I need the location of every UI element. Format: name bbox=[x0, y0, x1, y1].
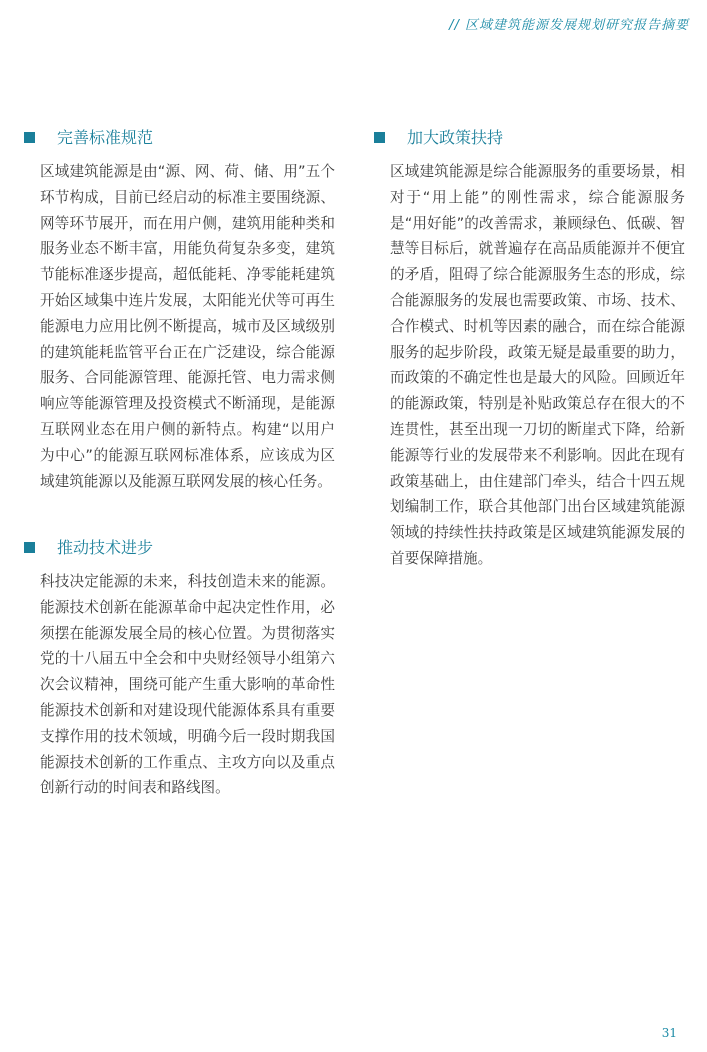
square-bullet-icon bbox=[24, 542, 35, 553]
section-policy bbox=[390, 127, 685, 572]
section-heading bbox=[390, 127, 685, 149]
section-technology bbox=[40, 537, 335, 801]
running-header: // 区域建筑能源发展规划研究报告摘要 bbox=[449, 18, 689, 33]
section-title: 加大政策扶持 bbox=[407, 128, 504, 147]
section-body: 区域建筑能源是综合能源服务的重要场景，相对于“用上能”的刚性需求，综合能源服务是“用好能”的改善需求，兼顾绿色、低碳、智慧等目标后，就普遍存在高品质能源并不便宜的矛盾，阻碍了综合能源服务生态的形成，综合能源服务的发展也需要政策、市场、技术、合作模式、时机等因素的融合，而在综合能源服务的起步阶段，政策无疑是最重要的助力，而政策的不确定性也是最大的风险。回顾近年的能源政策，特别是补贴政策总存在很大的不连贯性，甚至出现一刀切的断崖式下降，给新能源等行业的发展带来不利影响。因此在现有政策基础上，由住建部门牵头，结合十四五规划编制工作，联合其他部门出台区域建筑能源领域的持续性扶持政策是区域建筑能源发展的首要保障措施。 bbox=[390, 163, 685, 567]
section-title: 推动技术进步 bbox=[57, 538, 154, 557]
section-body: 科技决定能源的未来，科技创造未来的能源。能源技术创新在能源革命中起决定性作用，必须摆在能源发展全局的核心位置。为贯彻落实党的十八届五中全会和中央财经领导小组第六次会议精神，围绕可能产生重大影响的革命性能源技术创新和对建设现代能源体系具有重要支撑作用的技术领域，明确今后一段时期我国能源技术创新的工作重点、主攻方向以及重点创新行动的时间表和路线图。 bbox=[40, 573, 335, 797]
section-heading bbox=[40, 537, 335, 559]
page-number: 31 bbox=[661, 1026, 677, 1040]
square-bullet-icon bbox=[374, 132, 385, 143]
square-bullet-icon bbox=[24, 132, 35, 143]
section-heading bbox=[40, 127, 335, 149]
section-title: 完善标准规范 bbox=[57, 128, 154, 147]
section-body: 区域建筑能源是由“源、网、荷、储、用”五个环节构成，目前已经启动的标准主要围绕源、网等环节展开，而在用户侧，建筑用能种类和服务业态不断丰富，用能负荷复杂多变，建筑节能标准逐步提高，超低能耗、净零能耗建筑开始区域集中连片发展，太阳能光伏等可再生能源电力应用比例不断提高，城市及区域级别的建筑能耗监管平台正在广泛建设，综合能源服务、合同能源管理、能源托管、电力需求侧响应等能源管理及投资模式不断涌现，是能源互联网业态在用户侧的新特点。构建“以用户为中心”的能源互联网标准体系，应该成为区域建筑能源以及能源互联网发展的核心任务。 bbox=[40, 163, 335, 490]
section-standards bbox=[40, 127, 335, 494]
